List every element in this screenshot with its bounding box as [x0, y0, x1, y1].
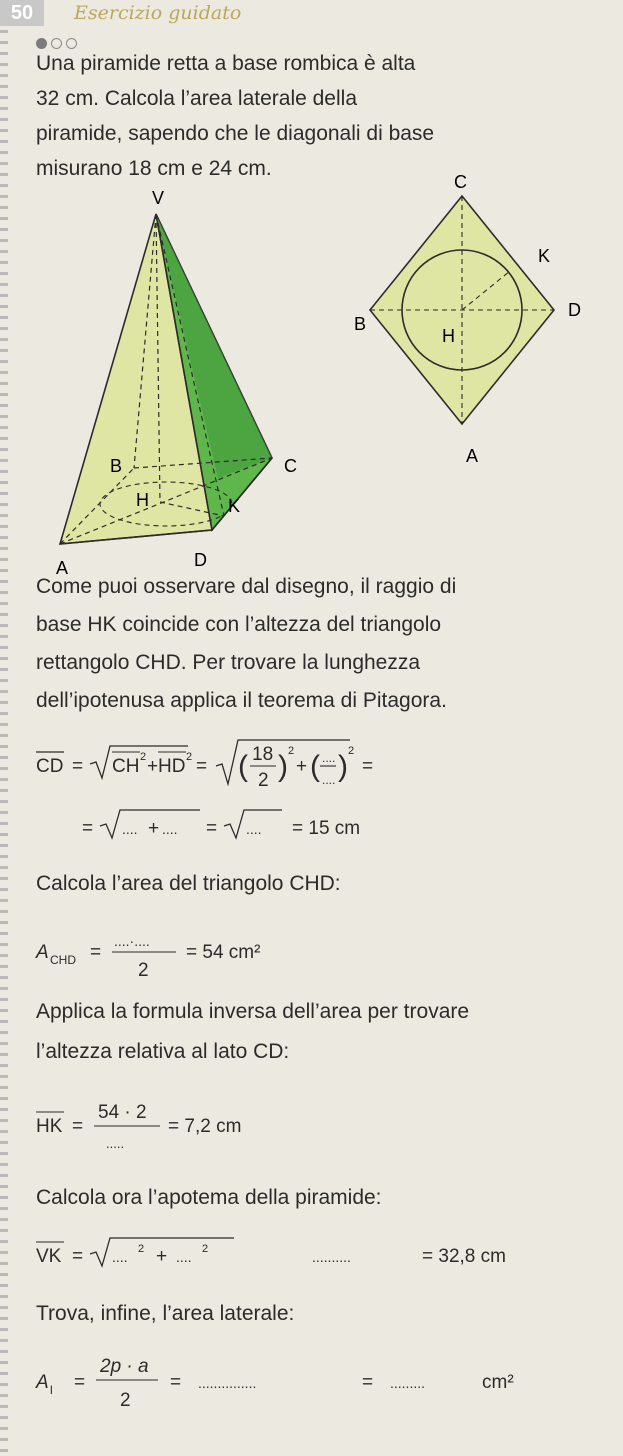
svg-text:=: =: [196, 756, 208, 777]
pyramid-figure: [50, 178, 340, 588]
hk-denominator: .....: [106, 1136, 125, 1151]
formula-lateral-area: [30, 1344, 590, 1424]
fraction-numerator: 18: [252, 744, 274, 765]
svg-text:+: +: [296, 756, 308, 777]
vertex-label-b: B: [110, 456, 123, 476]
vertex-label-d: D: [194, 550, 207, 570]
problem-line: piramide, sapendo che le diagonali di base: [36, 122, 435, 145]
svg-text:=: =: [170, 1372, 182, 1393]
svg-text:=: =: [72, 1116, 84, 1137]
formula-hk: [30, 1092, 350, 1162]
lateral-area-subscript: l: [50, 1383, 53, 1397]
explanation-line: Come puoi osservare dal disegno, il raggio di: [36, 575, 457, 598]
svg-text:+: +: [156, 1246, 168, 1267]
rhombus-base-figure: [350, 170, 600, 470]
vertex-label-c: C: [284, 456, 297, 476]
svg-text:(: (: [238, 750, 248, 783]
step-inverse-line: l’altezza relativa al lato CD:: [36, 1040, 290, 1063]
svg-text:): ): [278, 750, 288, 783]
blank-answer-2: .........: [390, 1375, 426, 1391]
formula-cd-result: = 15 cm: [292, 818, 361, 839]
hk-result: = 7,2 cm: [168, 1116, 242, 1137]
exponent: 2: [202, 1243, 209, 1255]
formula-cd-lhs: CD: [36, 756, 64, 777]
blank-line: ..........: [312, 1249, 351, 1265]
formula-plus: +: [147, 756, 159, 777]
step-apothem-prompt: Calcola ora l’apotema della piramide:: [36, 1186, 382, 1209]
formula-plus: +: [148, 818, 160, 839]
lateral-numerator: 2p · a: [100, 1356, 149, 1377]
blank-term-2: ....: [162, 821, 178, 837]
svg-text:): ): [338, 750, 348, 783]
step-area-prompt: Calcola l’area del triangolo CHD:: [36, 872, 341, 895]
area-result: = 54 cm²: [186, 942, 261, 963]
blank-term-b: ....: [176, 1249, 192, 1265]
vertex-label-c: C: [454, 172, 467, 192]
section-title: Esercizio guidato: [74, 2, 242, 24]
svg-text:=: =: [90, 942, 102, 963]
formula-area-chd: [30, 918, 350, 988]
exponent: 2: [138, 1243, 145, 1255]
lateral-denominator: 2: [120, 1390, 131, 1411]
svg-text:2: 2: [288, 745, 295, 757]
hk-numerator: 54 · 2: [98, 1102, 147, 1123]
explanation-text: [36, 568, 606, 720]
svg-text:2: 2: [140, 751, 147, 763]
vertex-label-a: A: [466, 446, 479, 466]
blank-denominator: ....: [322, 773, 336, 787]
lateral-unit: cm²: [482, 1372, 514, 1393]
svg-text:=: =: [82, 818, 94, 839]
area-subscript: CHD: [50, 953, 76, 967]
blank-term-a: ....: [112, 1249, 128, 1265]
lateral-area-symbol: A: [36, 1372, 49, 1393]
svg-text:(: (: [310, 750, 320, 783]
area-symbol: A: [36, 942, 49, 963]
exercise-number-badge: 50: [0, 0, 44, 26]
page-edge-dots: [0, 0, 8, 1456]
hk-symbol: HK: [36, 1116, 63, 1137]
vertex-label-v: V: [152, 188, 165, 208]
formula-apothem: [30, 1228, 590, 1278]
svg-text:2: 2: [348, 745, 355, 757]
explanation-line: base HK coincide con l’altezza del triangolo: [36, 613, 442, 636]
svg-text:=: =: [362, 1372, 374, 1393]
blank-answer-1: ...............: [198, 1375, 257, 1391]
vertex-label-d: D: [568, 300, 581, 320]
svg-text:=: =: [74, 1372, 86, 1393]
svg-text:=: =: [362, 756, 374, 777]
problem-text: [36, 46, 606, 186]
vertex-label-a: A: [56, 558, 69, 578]
step-lateral-prompt: Trova, infine, l’area laterale:: [36, 1302, 295, 1325]
area-denominator: 2: [138, 960, 149, 981]
svg-text:2: 2: [186, 751, 193, 763]
vk-symbol: VK: [36, 1246, 62, 1267]
problem-line: misurano 18 cm e 24 cm.: [36, 157, 272, 180]
blank-numerator: ....: [322, 751, 336, 765]
explanation-line: dell’ipotenusa applica il teorema di Pitagora.: [36, 689, 447, 712]
vertex-label-b: B: [354, 314, 367, 334]
formula-ch: CH: [112, 756, 140, 777]
svg-text:=: =: [206, 818, 218, 839]
fraction-denominator: 2: [258, 770, 269, 791]
point-label-h: H: [442, 326, 455, 346]
area-numerator: ....·....: [114, 933, 150, 949]
apothem-result: = 32,8 cm: [422, 1246, 506, 1267]
formula-cd: [30, 736, 500, 856]
problem-line: 32 cm. Calcola l’area laterale della: [36, 87, 357, 110]
point-label-k: K: [228, 496, 241, 516]
blank-term-3: ....: [246, 821, 262, 837]
step-inverse-text: [36, 992, 606, 1072]
svg-text:=: =: [72, 1246, 84, 1267]
formula-equals: =: [72, 756, 84, 777]
problem-line: Una piramide retta a base rombica è alta: [36, 52, 416, 75]
point-label-h: H: [136, 490, 149, 510]
point-label-k: K: [538, 246, 551, 266]
step-inverse-line: Applica la formula inversa dell’area per trovare: [36, 1000, 470, 1023]
blank-term-1: ....: [122, 821, 138, 837]
explanation-line: rettangolo CHD. Per trovare la lunghezza: [36, 651, 421, 674]
formula-hd: HD: [158, 756, 186, 777]
